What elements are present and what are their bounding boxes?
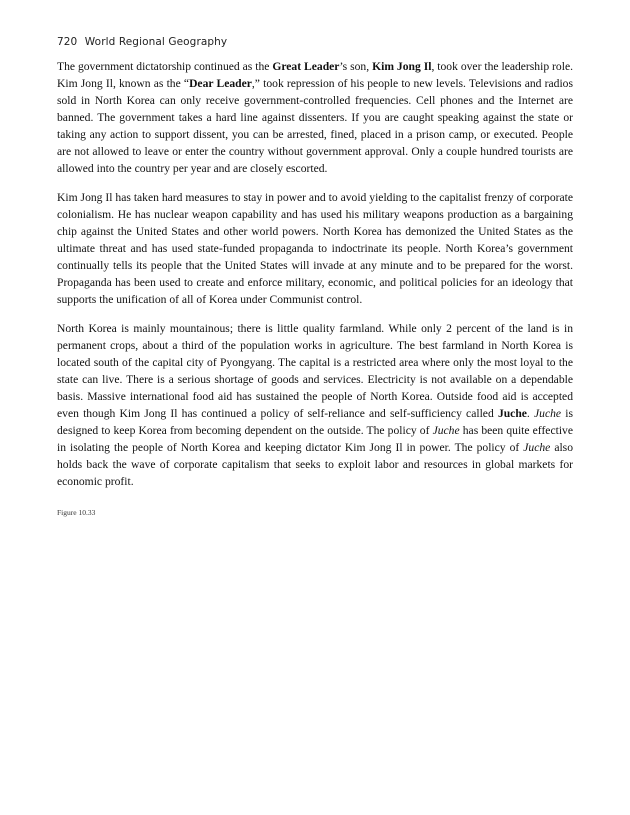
text-run: . [526, 407, 535, 420]
bold-term-kim-jong-il: Kim Jong Il [372, 60, 432, 73]
figure-caption: Figure 10.33 [57, 508, 96, 517]
paragraph-3 [57, 320, 573, 490]
italic-term-juche: Juche [432, 424, 460, 437]
bold-term-juche: Juche [497, 407, 527, 420]
bold-term-great-leader: Great Leader [272, 60, 340, 73]
bold-term-dear-leader: Dear Leader [189, 77, 252, 90]
book-title: World Regional Geography [84, 36, 228, 48]
text-run: ’s son, [339, 60, 373, 73]
page-number: 720 [57, 36, 78, 48]
text-run: has been quite effective in isolating the people of North Korea and keeping dictator Kim Jong Il in power. The policy of [57, 424, 573, 454]
text-run: ,” took repression of his people to new levels. Televisions and radios sold in North Korea can only receive government-controlled frequencies. Cell phones and the Internet are banned. The government takes a hard line against dissenters. If you are caught speaking against the state or taking any action to support dissent, you can be arrested, fined, placed in a prison camp, or executed. People are not allowed to leave or enter the country without government approval. Only a couple hundred tourists are allowed into the country per year and are closely escorted. [57, 77, 573, 175]
paragraph-1 [57, 58, 573, 177]
text-run: , took over the leadership role. Kim Jong Il, known as the “ [57, 60, 573, 90]
text-run: The government dictatorship continued as the [57, 60, 273, 73]
text-run: is designed to keep Korea from becoming dependent on the outside. The policy of [57, 407, 573, 437]
paragraph-2: Kim Jong Il has taken hard measures to stay in power and to avoid yielding to the capitalist frenzy of corporate colonialism. He has nuclear weapon capability and has used his military weapons production as a bargaining chip against the United States and other world powers. North Korea has demonized the United States as the ultimate threat and has used state-funded propaganda to indoctrinate its people. North Korea’s government continually tells its people that the United States will invade at any minute and to be prepared for the worst. Propaganda has been used to create and enforce military, economic, and political policies for an ideology that supports the unification of all of Korea under Communist control. [57, 191, 573, 306]
italic-term-juche: Juche [534, 407, 562, 420]
text-run: North Korea is mainly mountainous; there is little quality farmland. While only 2 percent of the land is in permanent crops, about a third of the population works in agriculture. The best farmland in North Korea is located south of the capital city of Pyongyang. The capital is a restricted area where only the most loyal to the state can live. There is a serious shortage of goods and services. Electricity is not available on a dependable basis. Massive international food aid has sustained the people of North Korea. Outside food aid is accepted even though Kim Jong Il has continued a policy of self-reliance and self-sufficiency called [57, 322, 573, 420]
running-header [57, 36, 227, 48]
italic-term-juche: Juche [523, 441, 551, 454]
body-text [57, 58, 573, 533]
text-run: also holds back the wave of corporate capitalism that seeks to exploit labor and resources in global markets for economic profit. [57, 441, 573, 488]
